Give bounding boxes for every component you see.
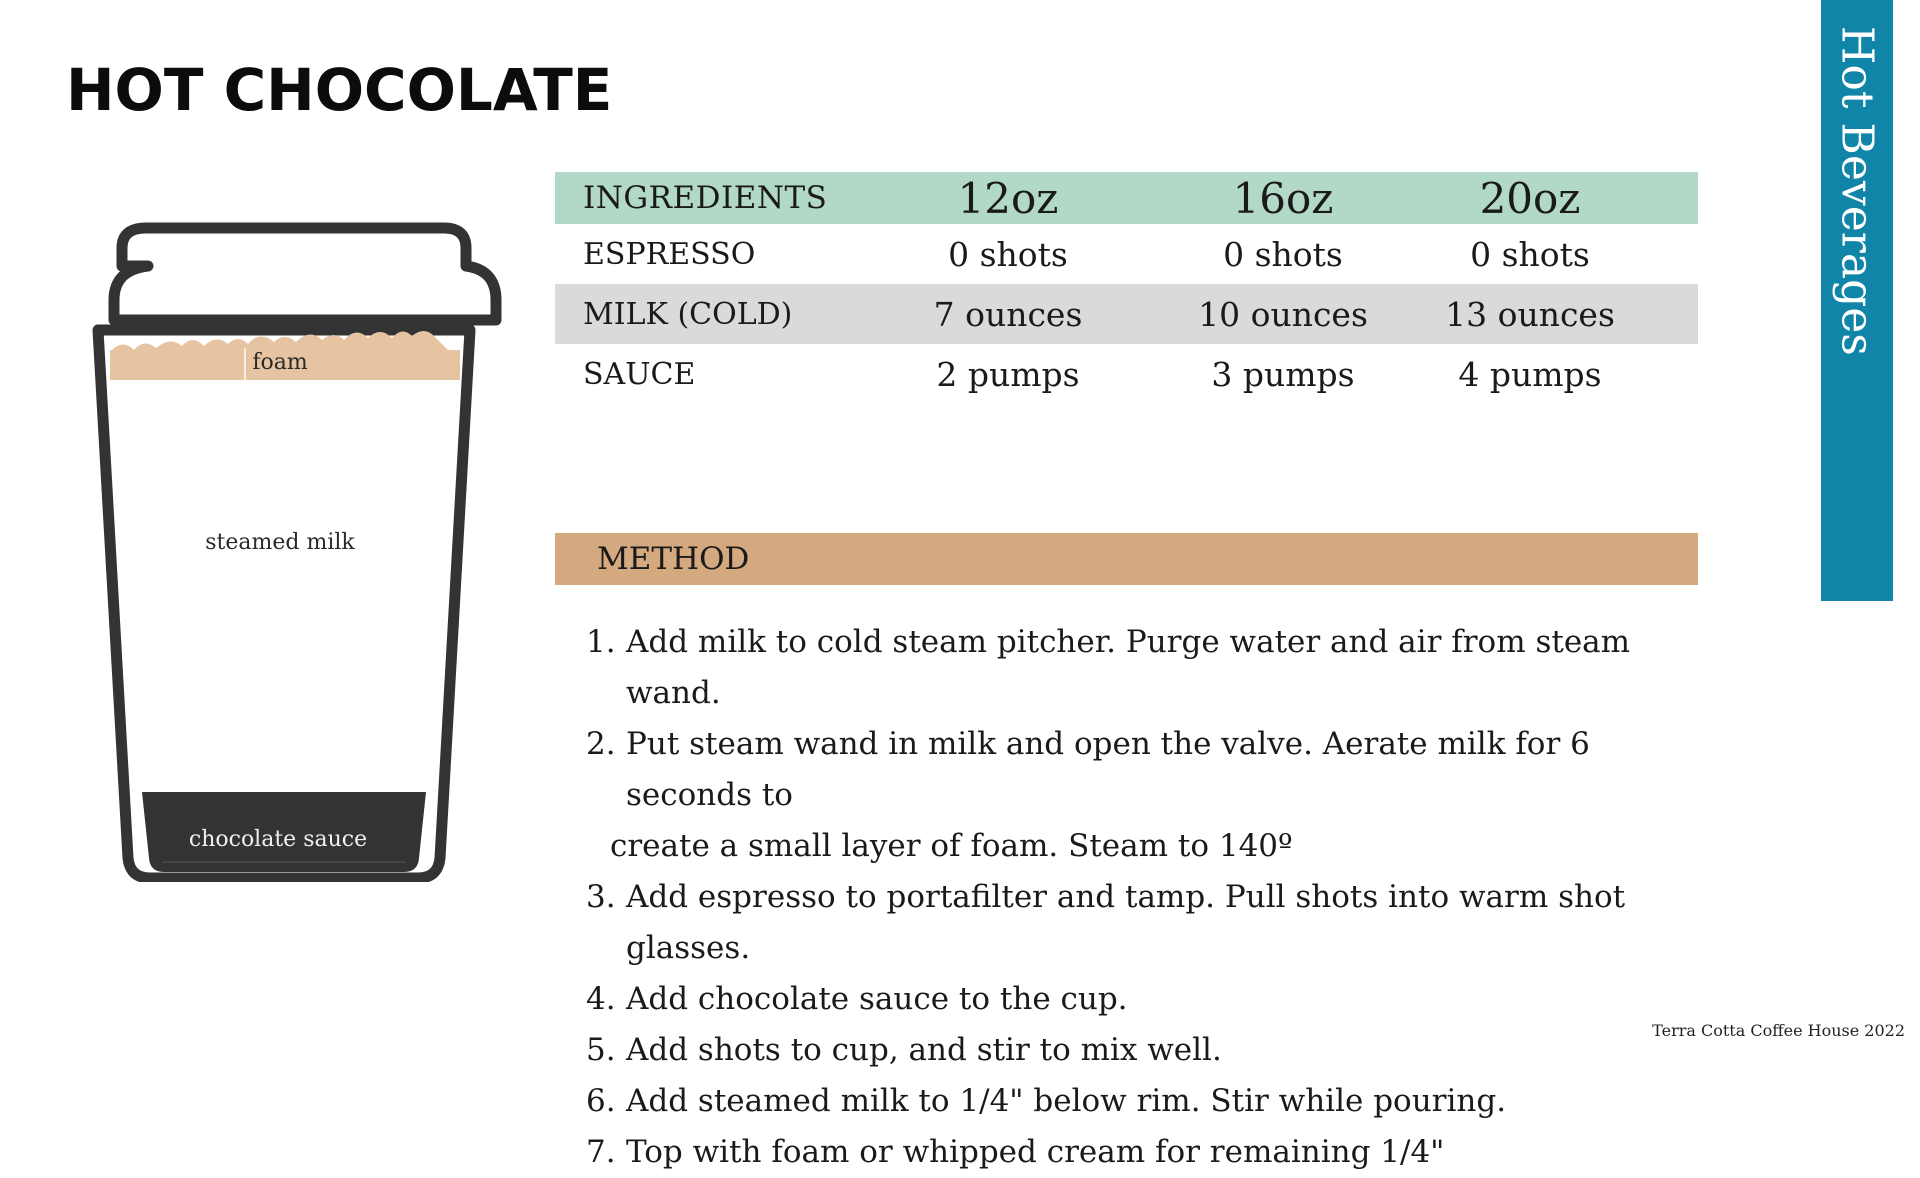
- table-cell: 0 shots: [1470, 234, 1590, 274]
- header-20oz: 20oz: [1479, 173, 1581, 223]
- header-16oz: 16oz: [1232, 173, 1334, 223]
- section-tab: [1821, 0, 1893, 601]
- foam-label: foam: [252, 350, 308, 375]
- table-cell: 4 pumps: [1458, 354, 1602, 394]
- row-label: MILK (COLD): [583, 296, 793, 332]
- list-item: [586, 1127, 1716, 1178]
- list-item: [586, 872, 1716, 974]
- list-item: [586, 1076, 1716, 1127]
- method-heading: METHOD: [597, 541, 750, 577]
- step-number: 3.: [586, 879, 616, 915]
- step-text: Add steamed milk to 1/4" below rim. Stir while pouring.: [626, 1083, 1507, 1119]
- step-number: 2.: [586, 726, 616, 762]
- table-cell: 0 shots: [948, 234, 1068, 274]
- table-cell: 3 pumps: [1211, 354, 1355, 394]
- list-item: [586, 1025, 1716, 1076]
- step-text-continued: create a small layer of foam. Steam to 140º: [610, 828, 1293, 864]
- chocolate-sauce-label: chocolate sauce: [188, 827, 368, 852]
- step-number: 6.: [586, 1083, 616, 1119]
- step-number: 7.: [586, 1134, 616, 1170]
- table-row-milk: [555, 284, 1698, 344]
- step-number: 5.: [586, 1032, 616, 1068]
- step-text: Add milk to cold steam pitcher. Purge water and air from steam wand.: [626, 624, 1631, 711]
- step-text: Add chocolate sauce to the cup.: [626, 981, 1128, 1017]
- method-heading-bar: [555, 533, 1698, 585]
- footer-credit: Terra Cotta Coffee House 2022: [1652, 1021, 1905, 1040]
- section-tab-label: Hot Beverages: [1831, 26, 1883, 356]
- step-text: Add espresso to portafilter and tamp. Pull shots into warm shot glasses.: [626, 879, 1626, 966]
- header-ingredients: INGREDIENTS: [583, 180, 828, 216]
- ingredients-table: [555, 172, 1698, 404]
- table-row-sauce: [555, 344, 1698, 404]
- table-cell: 10 ounces: [1198, 294, 1368, 334]
- list-item: [586, 719, 1716, 872]
- page-title: HOT CHOCOLATE: [66, 56, 613, 124]
- table-cell: 2 pumps: [936, 354, 1080, 394]
- list-item: [586, 617, 1716, 719]
- table-cell: 7 ounces: [933, 294, 1083, 334]
- row-label: SAUCE: [583, 356, 696, 392]
- method-steps: [586, 617, 1716, 1178]
- step-text: Top with foam or whipped cream for remaining 1/4": [626, 1134, 1445, 1170]
- table-cell: 0 shots: [1223, 234, 1343, 274]
- header-12oz: 12oz: [957, 173, 1059, 223]
- cup-lid: [114, 228, 496, 320]
- table-row-espresso: [555, 224, 1698, 284]
- step-number: 4.: [586, 981, 616, 1017]
- steamed-milk-label: steamed milk: [205, 530, 355, 555]
- row-label: ESPRESSO: [583, 236, 756, 272]
- step-number: 1.: [586, 624, 616, 660]
- table-header-row: [555, 172, 1698, 224]
- table-cell: 13 ounces: [1445, 294, 1615, 334]
- step-text: Add shots to cup, and stir to mix well.: [626, 1032, 1222, 1068]
- step-text: Put steam wand in milk and open the valve. Aerate milk for 6 seconds to: [626, 726, 1590, 813]
- list-item: [586, 974, 1716, 1025]
